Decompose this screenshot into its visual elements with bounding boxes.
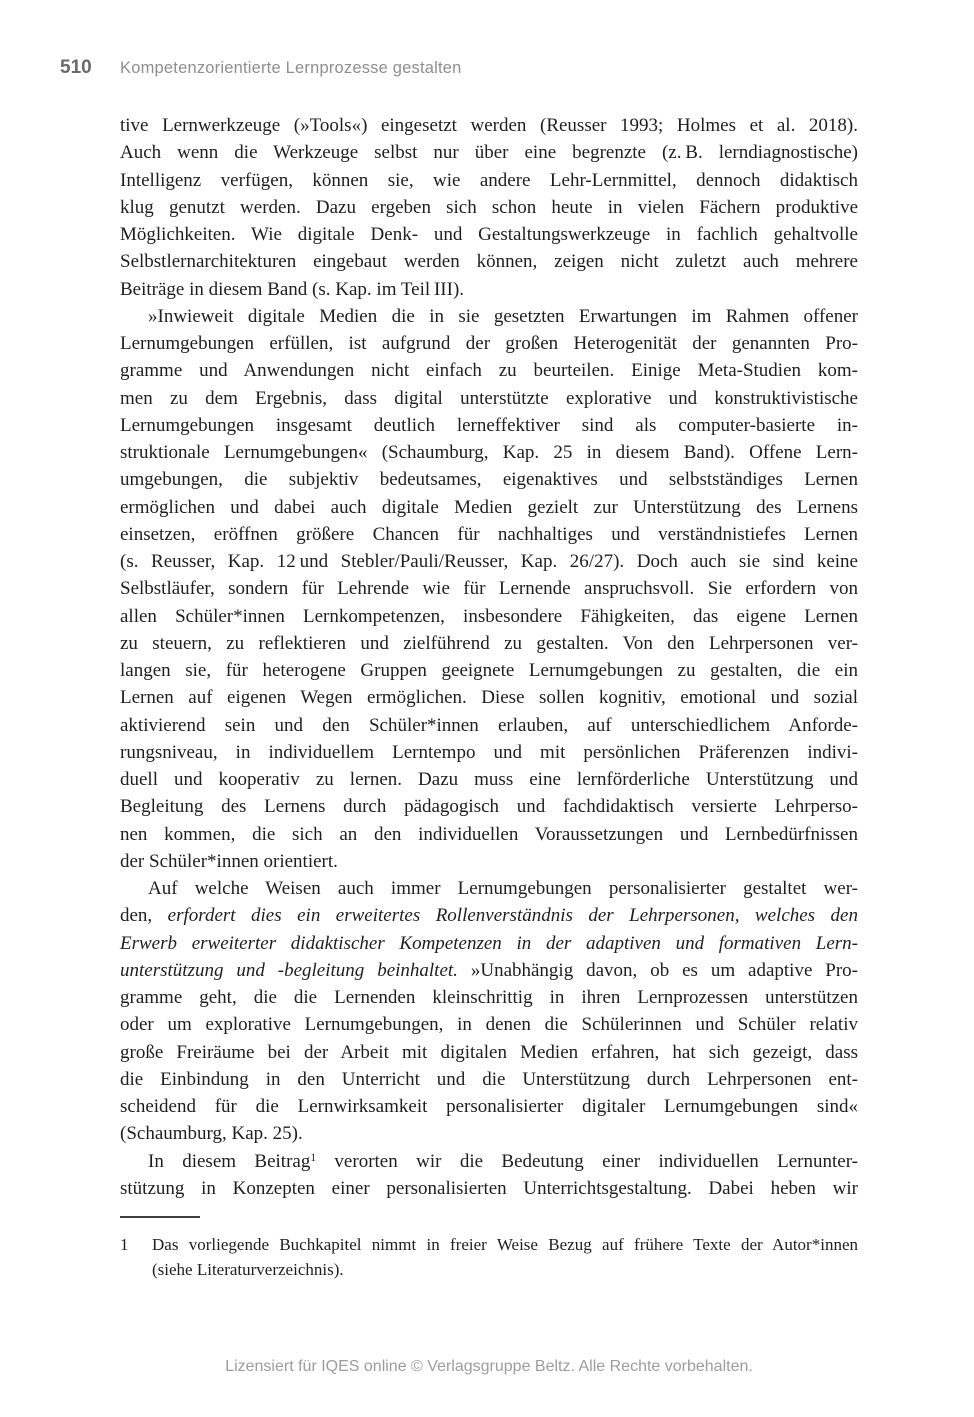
text-run: nen kommen, die sich an den individuellen Voraussetzungen und Lernbedürfnissen xyxy=(120,823,858,845)
text-run: »Unabhängig davon, ob es um adaptive Pro- xyxy=(457,959,859,981)
body-text xyxy=(120,112,858,1202)
text-run: scheidend für die Lernwirksamkeit personalisierter digitaler Lernumgebungen sind« xyxy=(120,1096,858,1117)
text-run: langen sie, für heterogene Gruppen geeignete Lernumgebungen zu gestalten, die ein xyxy=(120,660,858,681)
text-line xyxy=(120,875,858,902)
text-line xyxy=(120,603,858,630)
text-line xyxy=(120,1175,858,1202)
text-run: (s. Reusser, Kap. 12 und Stebler/Pauli/Reusser, Kap. 26/27). Doch auch sie sind keine xyxy=(120,551,858,572)
text-run: gramme geht, die die Lernenden kleinschrittig in ihren Lernprozessen unterstützen xyxy=(120,987,858,1008)
text-run: tive Lernwerkzeuge (»Tools«) eingesetzt werden (Reusser 1993; Holmes et al. 2018). xyxy=(120,115,858,136)
text-line xyxy=(120,821,858,848)
license-footer: Lizensiert für IQES online © Verlagsgruppe Beltz. Alle Rechte vorbehalten. xyxy=(225,1358,753,1375)
text-line xyxy=(120,630,858,657)
text-run: verorten wir die Bedeutung einer individuellen Lernunter- xyxy=(316,1150,858,1172)
text-run: die Einbindung in den Unterricht und die Unterstützung durch Lehrpersonen ent- xyxy=(120,1068,858,1090)
italic-run: Erwerb erweiterter didaktischer Kompetenzen in der adaptiven und formativen Lern- xyxy=(120,932,858,954)
text-line xyxy=(120,1093,858,1120)
text-line xyxy=(120,221,858,248)
text-run: Das vorliegende Buchkapitel nimmt in freier Weise Bezug auf frühere Texte der Autor*innen xyxy=(152,1235,858,1254)
text-run: Intelligenz verfügen, können sie, wie andere Lehr-Lernmittel, dennoch didaktisch xyxy=(120,169,858,191)
text-run: Selbstlernarchitekturen eingebaut werden können, zeigen nicht zuletzt auch mehrere xyxy=(120,251,858,273)
text-line xyxy=(120,902,858,929)
footnote-rule xyxy=(120,1216,200,1218)
text-run: duell und kooperativ zu lernen. Dazu muss eine lernförderliche Unterstützung und xyxy=(120,769,858,790)
text-line xyxy=(120,112,858,139)
running-head-title: Kompetenzorientierte Lernprozesse gestalten xyxy=(120,59,462,77)
text-line xyxy=(120,848,858,875)
text-run: rungsniveau, in individuellem Lerntempo und mit persönlichen Präferenzen indivi- xyxy=(120,741,858,763)
page-number: 510 xyxy=(60,57,92,78)
text-line xyxy=(120,1011,858,1038)
footnote xyxy=(120,1232,858,1282)
text-line xyxy=(120,439,858,466)
text-line xyxy=(120,1066,858,1093)
text-run: umgebungen, die subjektiv bedeutsames, eigenaktives und selbstständiges Lernen xyxy=(120,469,858,491)
text-run: oder um explorative Lernumgebungen, in denen die Schülerinnen und Schüler relativ xyxy=(120,1014,858,1036)
text-line xyxy=(120,357,858,384)
text-line xyxy=(120,466,858,493)
text-run: allen Schüler*innen Lernkompetenzen, insbesondere Fähigkeiten, das eigene Lernen xyxy=(120,605,858,627)
text-run: Auf welche Weisen auch immer Lernumgebungen personalisierter gestaltet wer- xyxy=(148,878,858,899)
text-line xyxy=(120,494,858,521)
text-run: In diesem Beitrag xyxy=(148,1150,311,1172)
text-line xyxy=(120,248,858,275)
text-line xyxy=(120,657,858,684)
text-line xyxy=(120,385,858,412)
text-line xyxy=(120,194,858,221)
text-run: Lernumgebungen insgesamt deutlich lerneffektiver sind als computer-basierte in- xyxy=(120,414,858,436)
footnote-reference: 1 xyxy=(310,1151,317,1164)
text-run: Möglichkeiten. Wie digitale Denk- und Gestaltungswerkzeuge in fachlich gehaltvolle xyxy=(120,224,858,245)
text-line xyxy=(120,793,858,820)
text-line xyxy=(120,930,858,957)
text-run: Lernumgebungen erfüllen, ist aufgrund der großen Heterogenität der genannten Pro- xyxy=(120,333,858,354)
text-line xyxy=(120,1148,858,1175)
text-run: men zu dem Ergebnis, dass digital unterstützte explorative und konstruktivistische xyxy=(120,387,858,409)
text-line xyxy=(120,330,858,357)
text-run: Begleitung des Lernens durch pädagogisch und fachdidaktisch versierte Lehrperso- xyxy=(120,796,858,818)
italic-run: erfordert dies ein erweitertes Rollenverständnis der Lehrpersonen, welches den xyxy=(167,905,858,927)
text-run: Selbstläufer, sondern für Lehrende wie für Lernende anspruchsvoll. Sie erfordern von xyxy=(120,578,858,600)
text-line xyxy=(120,167,858,194)
text-line xyxy=(120,521,858,548)
text-line xyxy=(120,575,858,602)
text-line xyxy=(120,766,858,793)
text-run: »Inwieweit digitale Medien die in sie gesetzten Erwartungen im Rahmen offener xyxy=(148,305,858,327)
text-run: gramme und Anwendungen nicht einfach zu beurteilen. Einige Meta-Studien kom- xyxy=(120,360,858,382)
running-header xyxy=(60,57,860,79)
footnote-text xyxy=(152,1232,858,1282)
text-line xyxy=(120,684,858,711)
text-line xyxy=(120,412,858,439)
text-run: zu steuern, zu reflektieren und zielführend zu gestalten. Von den Lehrpersonen ver- xyxy=(120,632,858,654)
italic-run: unterstützung und -begleitung beinhaltet. xyxy=(120,959,458,981)
text-run: (Schaumburg, Kap. 25). xyxy=(120,1123,303,1145)
text-line xyxy=(152,1257,858,1282)
text-run: große Freiräume bei der Arbeit mit digitalen Medien erfahren, hat sich gezeigt, dass xyxy=(120,1041,858,1063)
text-run: struktionale Lernumgebungen« (Schaumburg, Kap. 25 in diesem Band). Offene Lern- xyxy=(120,442,858,463)
text-run: ermöglichen und dabei auch digitale Medien gezielt zur Unterstützung des Lernens xyxy=(120,496,858,518)
text-line xyxy=(120,1120,858,1147)
text-run: den, xyxy=(120,905,168,927)
text-run: Auch wenn die Werkzeuge selbst nur über eine begrenzte (z. B. lerndiagnostische) xyxy=(120,142,858,164)
text-line xyxy=(120,548,858,575)
text-line xyxy=(120,957,858,984)
text-run: klug genutzt werden. Dazu ergeben sich schon heute in vielen Fächern produktive xyxy=(120,196,858,218)
text-run: einsetzen, eröffnen größere Chancen für nachhaltiges und verständnistiefes Lernen xyxy=(120,523,858,545)
text-line xyxy=(120,139,858,166)
text-line xyxy=(120,739,858,766)
text-run: Lernen auf eigenen Wegen ermöglichen. Diese sollen kognitiv, emotional und sozial xyxy=(120,687,858,709)
text-line xyxy=(120,712,858,739)
text-line xyxy=(120,984,858,1011)
text-line xyxy=(120,1039,858,1066)
text-run: stützung in Konzepten einer personalisierten Unterrichtsgestaltung. Dabei heben wir xyxy=(120,1177,858,1199)
text-line xyxy=(120,276,858,303)
text-run: (siehe Literaturverzeichnis). xyxy=(152,1260,344,1279)
text-run: der Schüler*innen orientiert. xyxy=(120,850,338,872)
text-line xyxy=(120,303,858,330)
text-run: Beiträge in diesem Band (s. Kap. im Teil III). xyxy=(120,278,465,300)
text-line xyxy=(152,1232,858,1257)
footnote-number: 1 xyxy=(120,1235,129,1254)
text-run: aktivierend sein und den Schüler*innen erlauben, auf unterschiedlichem Anforde- xyxy=(120,714,858,736)
